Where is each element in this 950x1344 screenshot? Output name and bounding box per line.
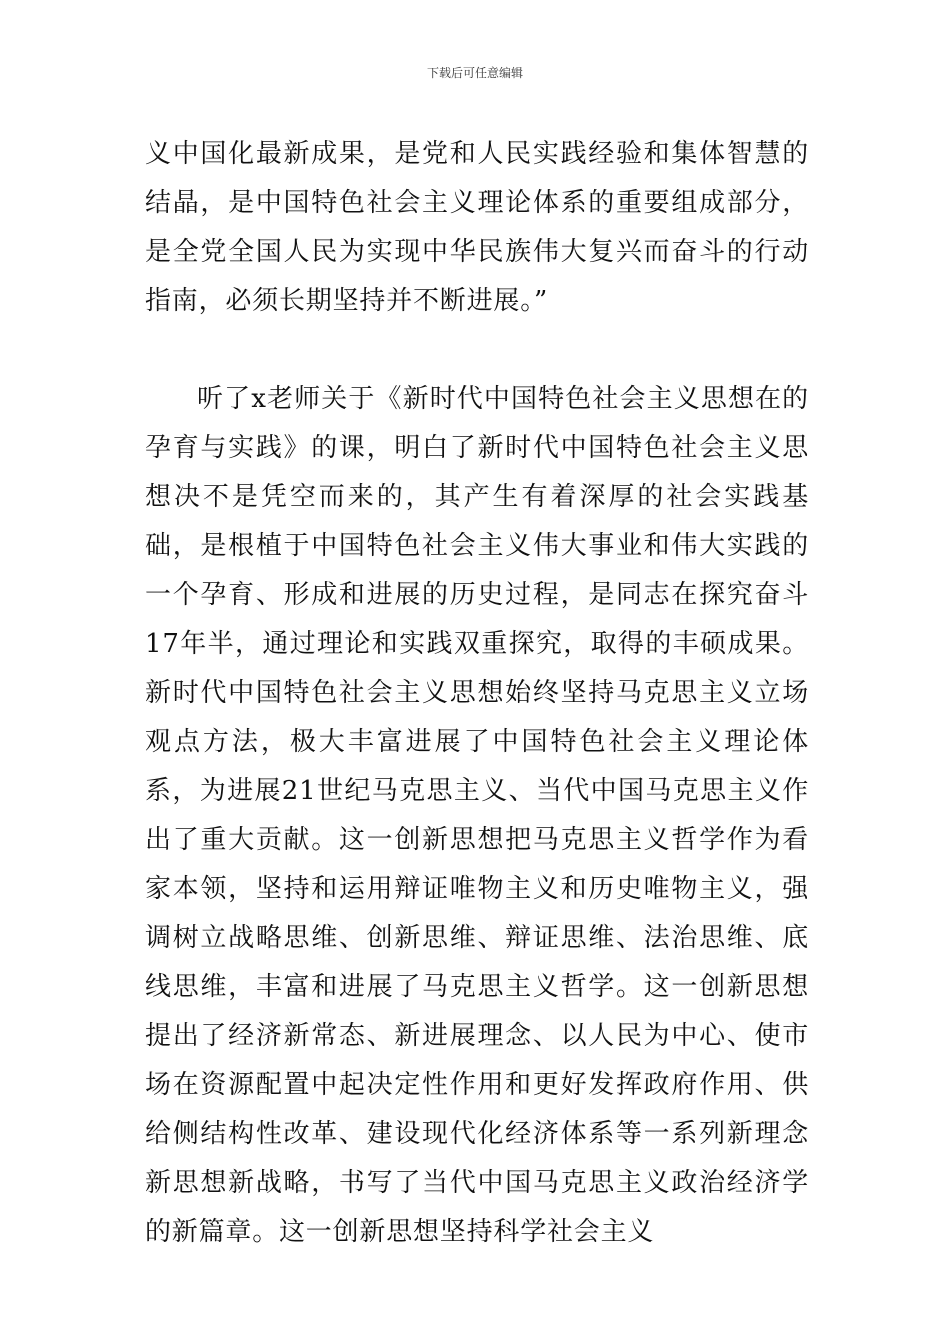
paragraph-main: 听了x老师关于《新时代中国特色社会主义思想在的孕育与实践》的课，明白了新时代中国特色社会主义思想决不是凭空而来的，其产生有着深厚的社会实践基础，是根植于中国特色社会主义伟大事业和伟大实践的一个孕育、形成和进展的历史过程，是同志在探究奋斗17年半，通过理论和实践双重探究，取得的丰硕成果。新时代中国特色社会主义思想始终坚持马克思主义立场观点方法，极大丰富进展了中国特色社会主义理论体系，为进展21世纪马克思主义、当代中国马克思主义作出了重大贡献。这一创新思想把马克思主义哲学作为看家本领，坚持和运用辩证唯物主义和历史唯物主义，强调树立战略思维、创新思维、辩证思维、法治思维、底线思维，丰富和进展了马克思主义哲学。这一创新思想提出了经济新常态、新进展理念、以人民为中心、使市场在资源配置中起决定性作用和更好发挥政府作用、供给侧结构性改革、建设现代化经济体系等一系列新理念新思想新战略，书写了当代中国马克思主义政治经济学的新篇章。这一创新思想坚持科学社会主义 [145,384,809,1247]
page-header-note: 下载后可任意编辑 [426,66,523,80]
paragraph-continuation: 义中国化最新成果，是党和人民实践经验和集体智慧的结晶，是中国特色社会主义理论体系的重要组成部分，是全党全国人民为实现中华民族伟大复兴而奋斗的行动指南，必须长期坚持并不断进展。” [145,139,809,316]
